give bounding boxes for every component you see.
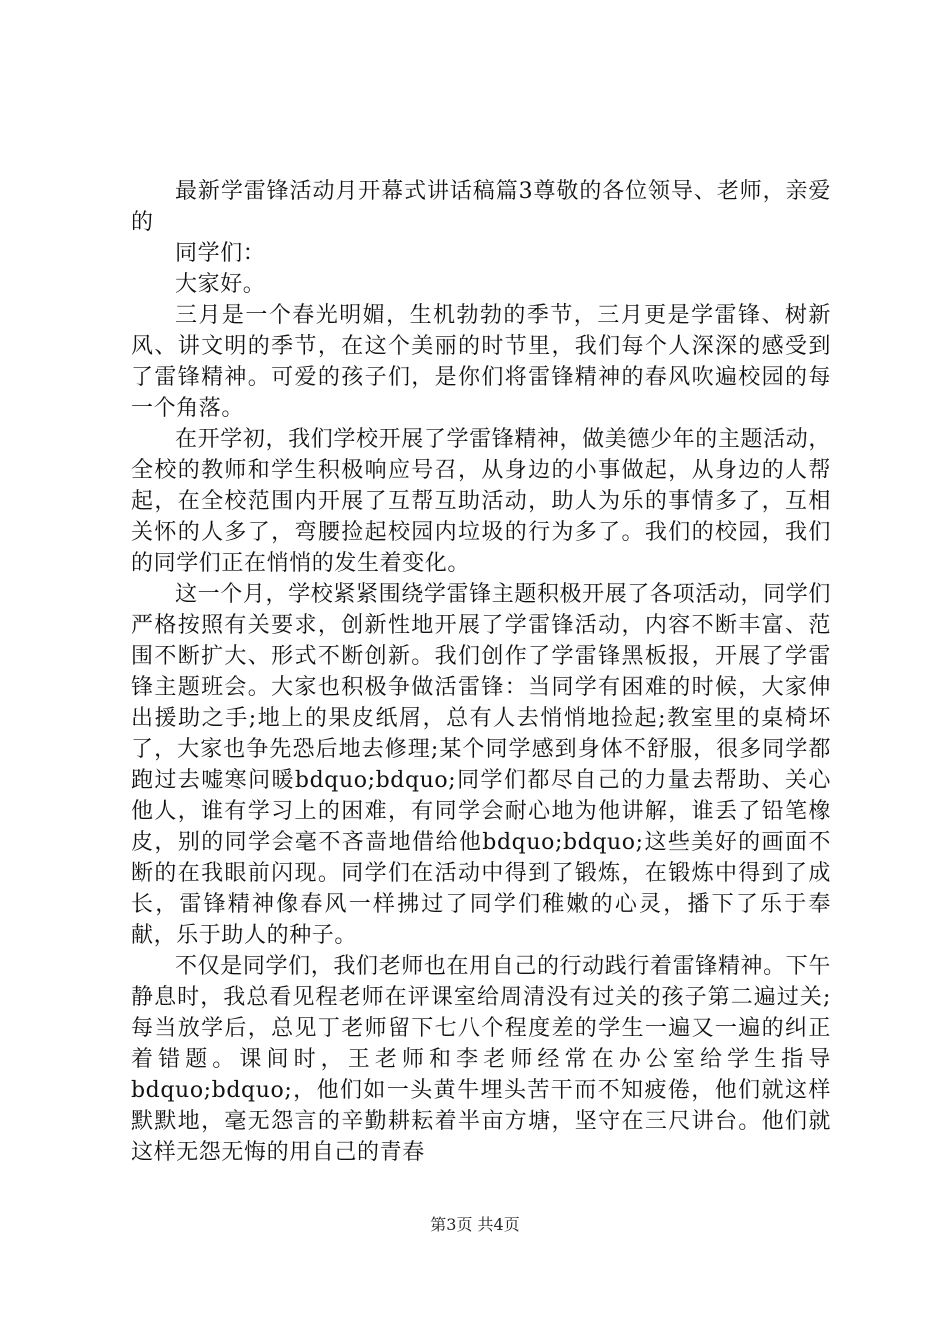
paragraph-semester-start: 在开学初，我们学校开展了学雷锋精神，做美德少年的主题活动，全校的教师和学生积极响应号召，从身边的小事做起，从身边的人帮起，在全校范围内开展了互帮互助活动，助人为乐的事情多了，互相关怀的人多了，弯腰捡起校园内垃圾的行为多了。我们的校园，我们的同学们正在悄悄的发生着变化。 <box>131 427 831 576</box>
paragraph-title-line: 最新学雷锋活动月开幕式讲话稿篇3尊敬的各位领导、老师，亲爱的 <box>131 179 831 235</box>
document-body <box>131 176 831 1168</box>
paragraph-greeting: 大家好。 <box>175 272 266 297</box>
paragraph-march: 三月是一个春光明媚，生机勃勃的季节，三月更是学雷锋、树新风、讲文明的季节，在这个美丽的时节里，我们每个人深深的感受到了雷锋精神。可爱的孩子们，是你们将雷锋精神的春风吹遍校园的每一个角落。 <box>131 303 831 421</box>
paragraph-salutation: 同学们： <box>175 241 266 266</box>
paragraph-teachers: 不仅是同学们，我们老师也在用自己的行动践行着雷锋精神。下午静息时，我总看见程老师在评课室给周清没有过关的孩子第二遍过关;每当放学后，总见丁老师留下七八个程度差的学生一遍又一遍的纠正着错题。课间时，王老师和李老师经常在办公室给学生指导bdquo;bdquo;，他们如一头黄牛埋头苦干而不知疲倦，他们就这样默默地，毫无怨言的辛勤耕耘着半亩方塘，坚守在三尺讲台。他们就这样无怨无悔的用自己的青春 <box>131 954 831 1165</box>
paragraph-this-month: 这一个月，学校紧紧围绕学雷锋主题积极开展了各项活动，同学们严格按照有关要求，创新性地开展了学雷锋活动，内容不断丰富、范围不断扩大、形式不断创新。我们创作了学雷锋黑板报，开展了学雷锋主题班会。大家也积极争做活雷锋：当同学有困难的时候，大家伸出援助之手;地上的果皮纸屑，总有人去悄悄地捡起;教室里的桌椅坏了，大家也争先恐后地去修理;某个同学感到身体不舒服，很多同学都跑过去嘘寒问暖bdquo;bdquo;同学们都尽自己的力量去帮助、关心他人，谁有学习上的困难，有同学会耐心地为他讲解，谁丢了铅笔橡皮，别的同学会毫不吝啬地借给他bdquo;bdquo;这些美好的画面不断的在我眼前闪现。同学们在活动中得到了锻炼，在锻炼中得到了成长，雷锋精神像春风一样拂过了同学们稚嫩的心灵，播下了乐于奉献，乐于助人的种子。 <box>131 582 831 948</box>
page-footer: 第3页 共4页 <box>430 1215 520 1234</box>
